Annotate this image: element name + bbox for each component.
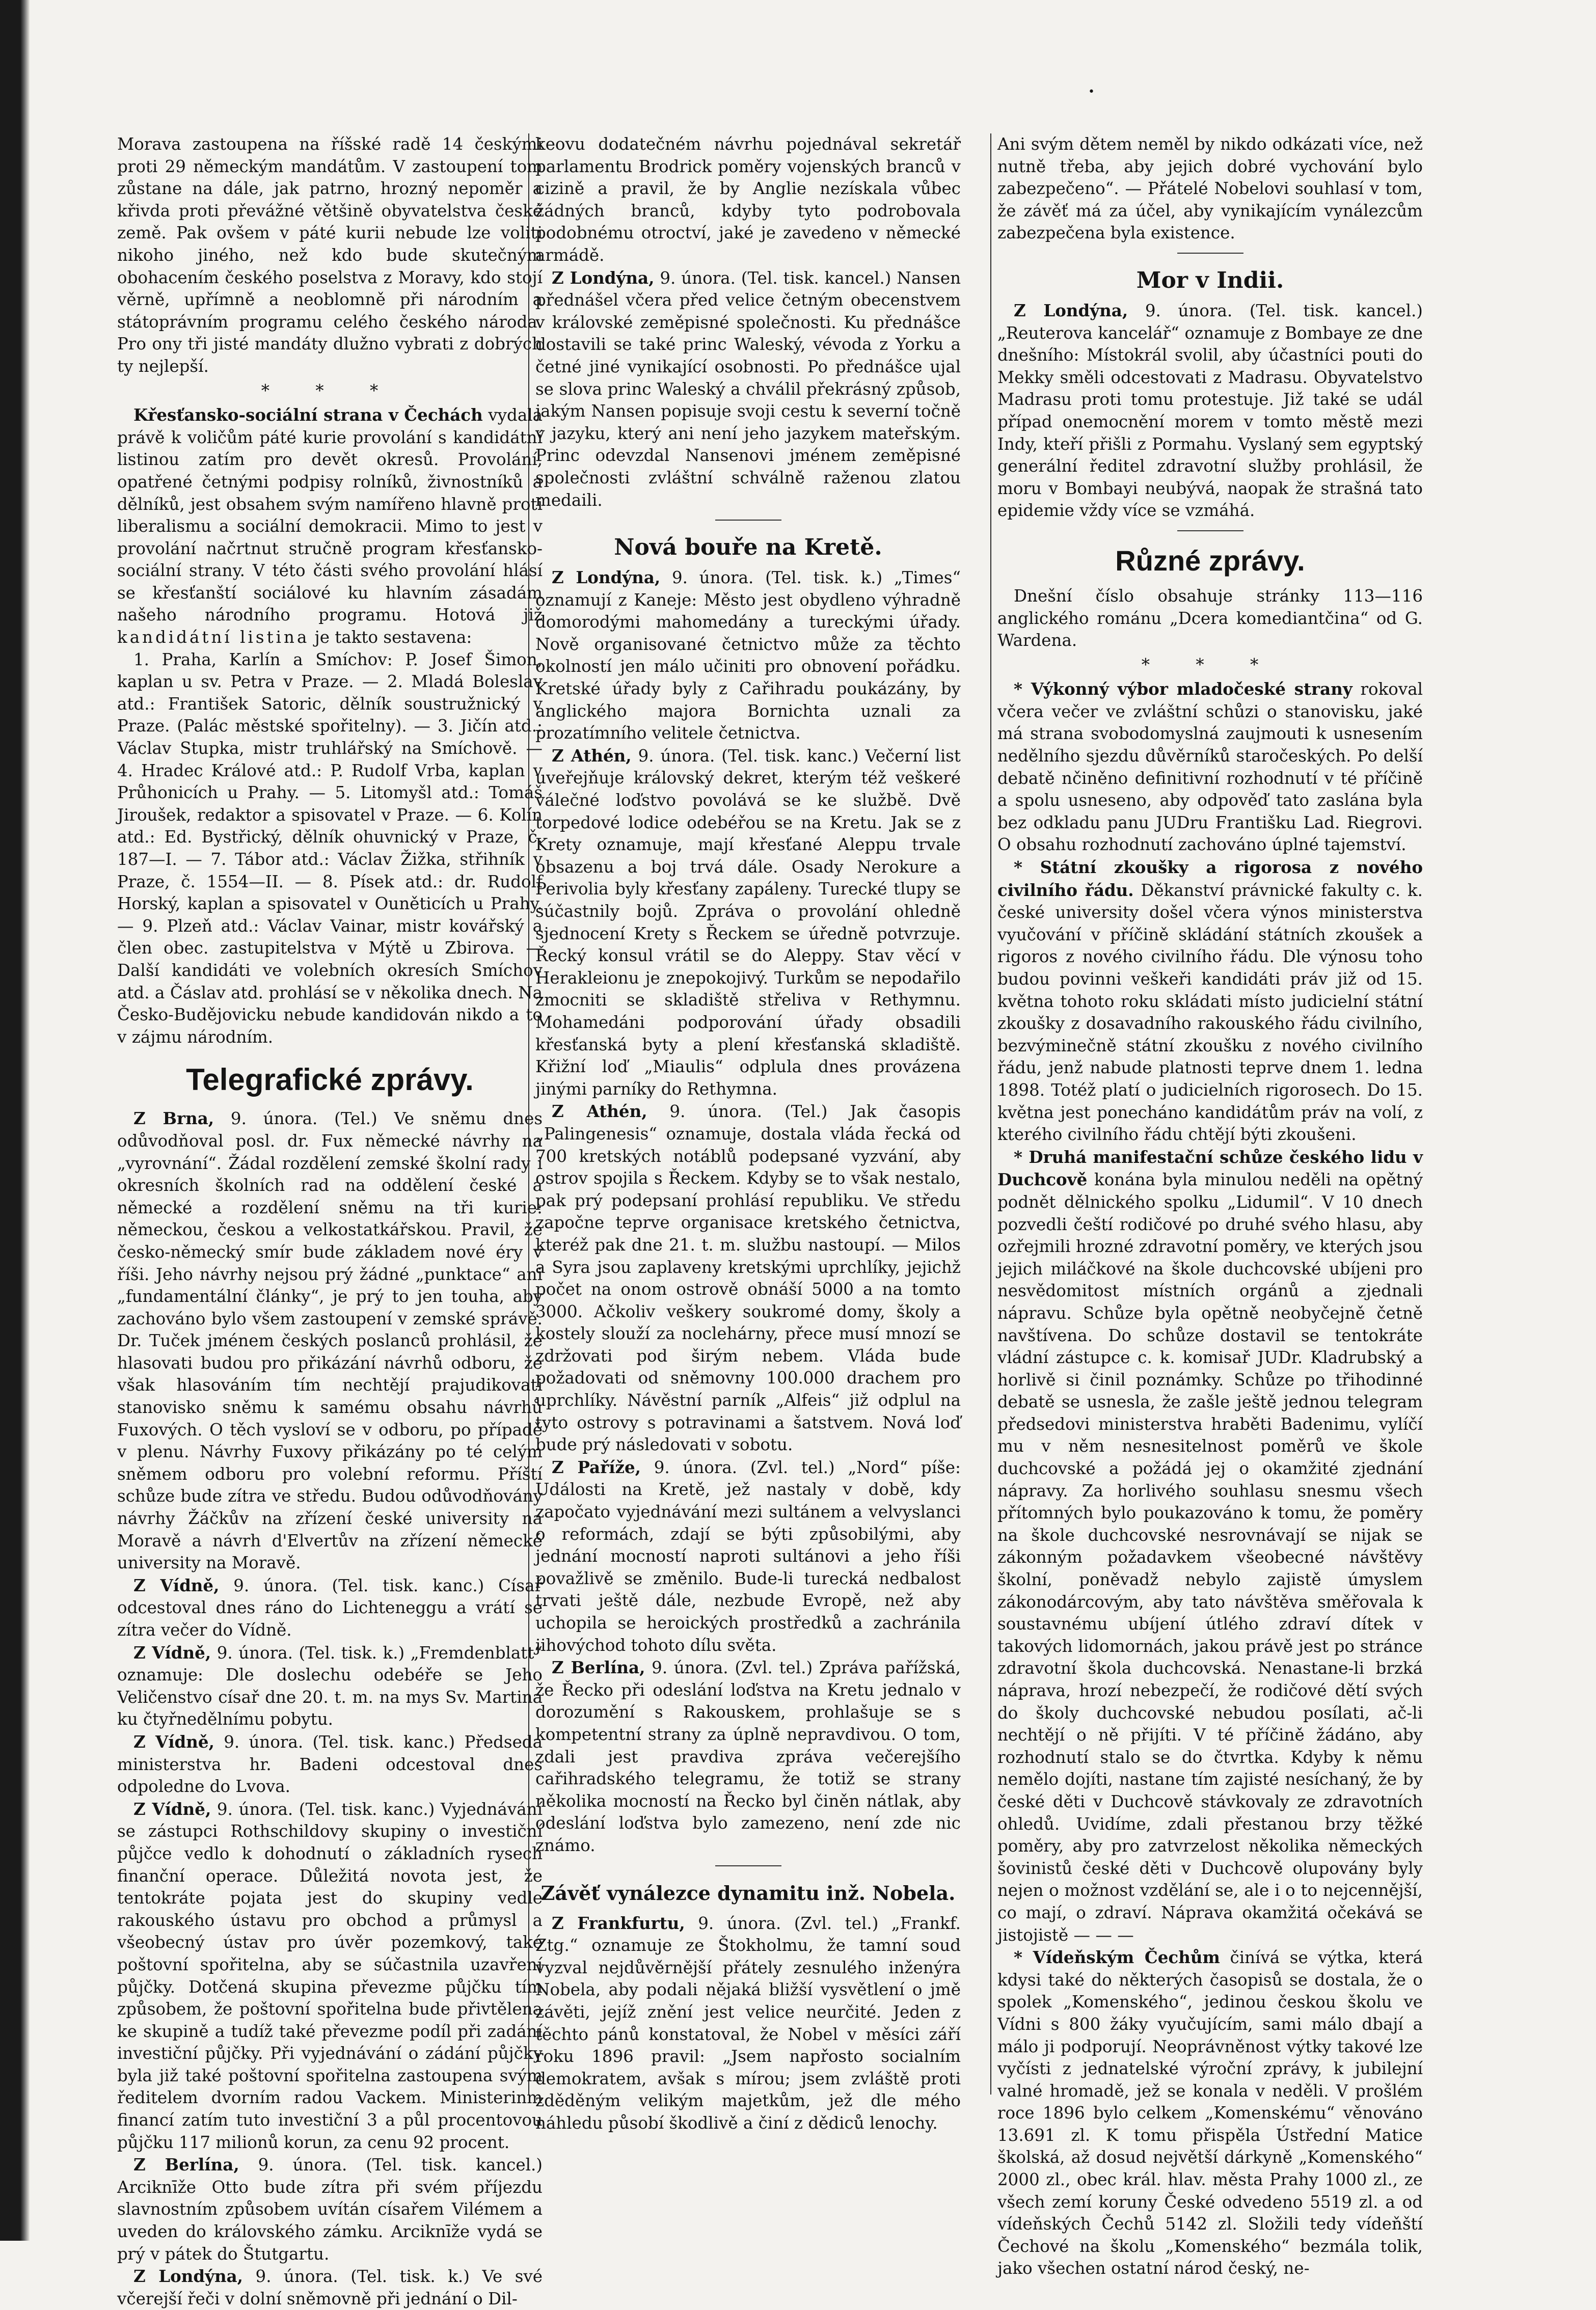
column-rule-2 xyxy=(990,133,991,2095)
section-heading: Různé zprávy. xyxy=(1115,544,1305,577)
news-item: Z Brna, 9. února. (Tel.) Ve sněmu dnes odůvodňoval posl. dr. Fux německé návrhy na „vyrovnání“. Žádal rozdělení zemské školní rady i okresních školních rad na oddělení české a německé a rozdělení sněmu na tři kurie: německou, českou a velkostatkářskou. Pravil, že česko-německý smír bude základem nové éry v říši. Jeho návrhy nejsou prý žádné „punktace“ ani „fundamentální články“, je prý to jen touha, aby zachováno bylo všem zastoupení v zemské správě. Dr. Tuček jménem českých poslanců prohlásil, že hlasovati budou pro přikázání návrhů odboru, že však hlasováním tím nechtějí prajudikovati stanovisko sněmu k samému obsahu návrhů Fuxových. O těch vysloví se v odboru, po případě v plenu. Návrhy Fuxovy přikázány po té celým sněmem odboru pro volební reformu. Příští schůze bude zítra ve středu. Budou odůvodňovány návrhy Žáčkův na zřízení české university na Moravě a návrh d'Elvertův na zřízení německé university na Moravě. xyxy=(117,1108,543,1573)
separator-rule xyxy=(1177,530,1243,531)
section-heading: Závěť vynálezce dynamitu inž. Nobela. xyxy=(540,1881,956,1905)
column-2 xyxy=(535,133,961,2134)
section-heading: Nová bouře na Kretě. xyxy=(614,534,882,561)
news-item: Z Athén, 9. února. (Tel.) Jak časopis „Palingenesis“ oznamuje, dostala vláda řecká od 700 kretských notáblů podepsané vyzvání, aby ostrov spojila s Řeckem. Kdyby se to však nestalo, pak prý podepsaní prohlásí republiku. Ve středu započne teprve organisace kretského četnictva, kteréž pak dne 21. t. m. službu nastoupí. — Milos a Syra jsou zaplaveny kretskými uprchlíky, jejichž počet na onom ostrově obnáší 5000 a na tomto 3000. Ačkoliv veškery soukromé domy, školy a kostely slouží za noclehárny, přece musí mnozí se zdržovati pod širým nebem. Vláda bude požadovati od sněmovny 100.000 drachem pro uprchlíky. Návěstní parník „Alfeis“ již odplul na tyto ostrovy s potravinami a šatstvem. Nová loď bude prý následovati v sobotu. xyxy=(535,1101,961,1455)
news-item: Z Vídně, 9. února. (Tel. tisk. kanc.) Předseda ministerstva hr. Badeni odcestoval dnes odpoledne do Lvova. xyxy=(117,1731,543,1797)
news-item: Z Frankfurtu, 9. února. (Zvl. tel.) „Frankf. Ztg.“ oznamuje ze Štokholmu, že tamní soud vyzval nejdůvěrnější přátely zesnulého inženýra Nobela, aby podali nějaká bližší vysvětlení o jmě závěti, jejíž znění jest velice neurčité. Jeden z těchto pánů konstatoval, že Nobel v měsíci září roku 1896 pravil: „Jsem napřosto socialním demokratem, avšak s mírou; jsem zvláště proti zděděným velikým majetkům, jež dle mého náhledu působí škodlivě a činí z dědiců lenochy. xyxy=(535,1913,961,2133)
news-item: Z Vídně, 9. února. (Tel. tisk. kanc.) Císař odcestoval dnes ráno do Lichteneggu a vrátí se zítra večer do Vídně. xyxy=(117,1575,543,1640)
lead: Křesťansko-sociální strana v Čechách xyxy=(133,405,483,425)
paragraph: Morava zastoupena na říšské radě 14 českými proti 29 německým mandátům. V zastoupení tom zůstane na dále, jak patrno, hrozný nepoměr a křivda proti převážné většině obyvatelstva české země. Pak ovšem v páté kurii nebude lze voliti nikoho jiného, než kdo bude skutečným obohacením českého poselstva z Moravy, kdo stojí věrně, upřímně a neoblomně při národním a státoprávním programu celého českého národa. Pro ony tři jisté mandáty dlužno vybrati z dobrých ty nejlepší. xyxy=(117,134,543,376)
news-item: Z Vídně, 9. února. (Tel. tisk. k.) „Fremdenblatt“ oznamuje: Dle doslechu odebéře se Jeho Veličenstvo císař dne 20. t. m. na mys Sv. Martina ku čtyřnedělnímu pobytu. xyxy=(117,1642,543,1729)
news-item: Z Londýna, 9. února. (Tel. tisk. kancel.) Nansen přednášel včera před velice četným obecenstvem v královské zeměpisné společnosti. Ku přednášce dostavili se také princ Waleský, vévoda z Yorku a četné jiné vynikající osobnosti. Po přednášce ujal se slova princ Waleský a chválil překrásný způsob, jakým Nansen popisuje svoji cestu k severní točně v jazyku, který ani není jeho jazykem mateřským. Princ odevzdal Nansenovi jménem zeměpisné společnosti zvláštní schválně raženou zlatou medaili. xyxy=(535,267,961,510)
news-item: Z Berlína, 9. února. (Zvl. tel.) Zpráva pařížská, že Řecko při odeslání loďstva na Kretu jednalo v dorozumění s Rakouskem, prohlašuje se s kompetentní strany za úplně nepravdivou. O tom, zdali jest pravdiva zpráva večerejšího cařihradského telegramu, že totiž se strany několika mocností na Řecko byl činěn nátlak, aby odeslání loďstva bylo zamezeno, není zde nic známo. xyxy=(535,1657,961,1855)
paragraph: keovu dodatečném návrhu pojednával sekretář parlamentu Brodrick poměry vojenských branců v cizině a pravil, že by Anglie nezískala vůbec žádných branců, kdyby tyto podrobovala podobnému otroctví, jaké je zavedeno v německé armádě. xyxy=(535,134,961,265)
separator-rule xyxy=(1177,253,1243,254)
paragraph: Dnešní číslo obsahuje stránky 113—116 anglického románu „Dcera komediantčina“ od G. Wardena. xyxy=(997,586,1423,650)
paragraph: Křesťansko-sociální strana v Čechách vydala právě k voličům páté kurie provolání s kandidátní listinou zatím pro devět okresů. Provolání, opatřené četnými podpisy rolníků, živnostníků a dělníků, jest obsahem svým namířeno hlavně proti liberalismu a sociální demokracii. Mimo to jest v provolání načrtnut stručně program křesťansko-sociální strany. V této části svého provolání hlásí se křesťanští sociálové ku hlavním zásadám našeho národního programu. Hotová již kandidátní listina je takto sestavena: xyxy=(117,405,543,647)
news-item: Z Londýna, 9. února. (Tel. tisk. k.) Ve své včerejší řeči v dolní sněmovně při jednání o Dil- xyxy=(117,2266,543,2308)
news-item: Z Berlína, 9. února. (Tel. tisk. kancel.) Arciknīže Otto bude zítra při svém příjezdu slavnostním způsobem uvítán císařem Vilémem a uveden do královského zámku. Arciknīže vydá se prý v pátek do Štutgartu. xyxy=(117,2155,543,2264)
news-item: Z Athén, 9. února. (Tel. tisk. kanc.) Večerní list uveřejňuje královský dekret, kterým též veškeré válečné loďstvo povolává se ke službě. Dvě torpedové lodice odebéřou se na Kretu. Jak se z Krety oznamuje, mají křesťané Aleppu trvale obsazenu a boj trvá dále. Osady Nerokure a Perivolia byly křesťany zapáleny. Turecké tlupy se súčastnily bojů. Zpráva o provolání ohledně sjednocení Krety s Řeckem se úředně potvrzuje. Řecký konsul vrátil se do Aleppy. Stav věcí v Herakleionu je znepokojivý. Turkům se nepodařilo zmocniti se skladiště střeliva v Rethymnu. Mohamedáni podporování úřady obsadili křesťanská byty a plení křesťanská skladiště. Křižní loď „Miaulis“ odplula dnes provázena jinými parníky do Rethymna. xyxy=(535,745,961,1099)
news-item: Z Londýna, 9. února. (Tel. tisk. k.) „Times“ oznamují z Kaneje: Město jest obydleno výhradně domorodými mahomedány a tureckými úřady. Nově organisované četnictvo může za těchto okolností jen málo učiniti pro obnovení pořádku. Kretské úřady byly z Cařihradu poukázány, by anglického majora Bornichta uznali za prozatímního velitele četnictva. xyxy=(535,567,961,743)
page-marker: • xyxy=(1088,86,1095,98)
paragraph: 1. Praha, Karlín a Smíchov: P. Josef Šimon, kaplan u sv. Petra v Praze. — 2. Mladá Boleslav atd.: František Satoric, dělník soustružnický v Praze. (Palác městské spořitelny). — 3. Jičín atd.: Václav Stupka, mistr truhlářský na Smíchově. — 4. Hradec Králové atd.: P. Rudolf Vrba, kaplan v Průhonicích u Prahy. — 5. Litomyšl atd.: Tomáš Jiroušek, redaktor a spisovatel v Praze. — 6. Kolín atd.: Ed. Bystřický, dělník ohuvnický v Praze, č. 187—I. — 7. Tábor atd.: Václav Žižka, střihník v Praze, č. 1554—II. — 8. Písek atd.: dr. Rudolf Horský, kaplan a spisovatel v Ouněticích u Prahy. — 9. Plzeň atd.: Václav Vainar, mistr kovářský a člen obec. zastupitelstva v Mýtě u Zbirova. — Další kandidáti ve volebních okresích Smíchov atd. a Čáslav atd. prohlásí se v několika dnech. Na Česko-Budějovicku nebude kandidován nikdo a to v zájmu národním. xyxy=(117,649,543,1047)
news-item: * Státní zkoušky a rigorosa z nového civilního řádu. Děkanství právnické fakulty c. k. české university došel včera výnos ministerstva vyučování v příčině skládání státních zkoušek a rigoros z nového civilního řádu. Dle výnosu toho budou povinni veškeři kandidáti práv již od 15. května tohoto roku skládati místo judicielní státní zkoušky z dosavadního rakouského řádu civilního, bezvýminečně státní zkoušku z nového civilního řádu, jenž nabude platnosti teprve dnem 1. ledna 1898. Totéž platí o judicielních rigorosech. Do 15. května jest ponecháno kandidátům práv na volí, z kterého civilního řádu chtějí býti zkoušeni. xyxy=(997,857,1423,1145)
news-item: * Výkonný výbor mladočeské strany rokoval včera večer ve zvláštní schůzi o stanovisku, jaké má strana svobodomyslná zaujmouti k usnesením nedělního sjezdu důvěrníků staročeských. Po delší debatě nčiněno definitivní rozhodnutí v té příčině a spolu usneseno, aby odpověď tato zaslána byla bez odkladu panu JUDru Františku Lad. Riegrovi. O obsahu rozhodnutí zachováno úplné tajemství. xyxy=(997,679,1423,855)
separator-rule xyxy=(715,520,781,521)
scan-binding-edge xyxy=(0,0,30,2241)
news-item: Z Vídně, 9. února. (Tel. tisk. kanc.) Vyjednávání se zástupci Rothschildovy skupiny o investiční půjčce vedlo k dohodnutí o základních rysech finanční operace. Důležitá novota jest, že tentokráte pojata jest do skupiny vedle rakouského ústavu pro obchod a průmysl a všeobecný ústav pro úvěr pozemkový, také poštovní spořitelna, aby se súčastnila uzavření půjčky. Dotčená skupina převezme půjčku tím způsobem, že poštovní spořitelna bude přivtělena ke skupině a tudíž také převezme podíl při zadání investiční půjčky. Při vyjednávání o zádání půjčky byla již také poštovní spořitelna zastoupena svým ředitelem dvorním radou Vackem. Ministerinm financí zatím tuto investiční 3 a půl procentovou půjčku 117 milionů korun, za cenu 92 procent. xyxy=(117,1799,543,2152)
column-1 xyxy=(117,133,543,2310)
separator-stars: * * * xyxy=(261,381,399,400)
news-item: Z Londýna, 9. února. (Tel. tisk. kancel.) „Reuterova kancelář“ oznamuje z Bombaye ze dne dnešního: Místokrál svolil, aby účastníci pouti do Mekky směli odcestovati z Madrasu. Obyvatelstvo Madrasu proti tomu protestuje. Již také se udál případ onemocnění morem v tomto městě mezi Indy, kteří přišli z Pormahu. Vyslaný sem egyptský generální ředitel zdravotní služby prohlásil, že moru v Bombayi neubývá, naopak že strašná tato epidemie vždy více se vzmáhá. xyxy=(997,300,1423,521)
paragraph: Ani svým dětem neměl by nikdo odkázati více, než nutně třeba, aby jejich dobré vychování bylo zabezpečeno“. — Přátelé Nobelovi souhlasí v tom, že závěť má za účel, aby vynikajícím vynálezcům zabezpečena byla existence. xyxy=(997,134,1423,243)
news-item: Z Paříže, 9. února. (Zvl. tel.) „Nord“ píše: Události na Kretě, jež nastaly v době, kdy započato vyjednávání mezi sultánem a velvyslanci o reformách, zdají se býti způsobilými, aby jednání mocností naproti sultánovi a jeho říši považlivě se změnilo. Bude-li turecká nedbalost trvati ještě dále, nezbude Evropě, než aby uchopila se heroických prostředků a zachránila jihovýchod tohoto dílu světa. xyxy=(535,1457,961,1655)
section-heading: Telegrafické zprávy. xyxy=(186,1063,474,1097)
news-item: * Vídeňským Čechům činívá se výtka, která kdysi také do některých časopisů se dostala, že o spolek „Komenského“, jedinou českou školu ve Vídni s 800 žáky vyučujícím, sami málo dbají a málo ji podporují. Neoprávněnost výtky takové lze vyčísti z jednatelské výroční zprávy, k jubilejní valné hromadě, jež se konala v neděli. V prošlém roce 1896 bylo celkem „Komenskému“ věnováno 13.691 zl. K tomu přispěla Ústřední Matice školská, až dosud největší dárkyně „Komenského“ 2000 zl., obec král. hlav. města Prahy 1000 zl., ze všech zemí koruny České odvedeno 5519 zl. a od vídeňských Čechů 5142 zl. Složili tedy vídeňští Čechové na školu „Komenského“ bezmála tolik, jako všechen ostatní národ český, ne- xyxy=(997,1947,1423,2278)
separator-stars: * * * xyxy=(1141,655,1279,674)
section-heading: Mor v Indii. xyxy=(1136,267,1284,293)
news-item: * Druhá manifestační schůze českého lidu v Duchcově konána byla minulou neděli na opětný podnět dělnického spolku „Lidumil“. V 10 dnech pozvedli čeští rodičové po druhé svého hlasu, aby ozřejmili hrozné zdravotní poměry, ve kterých jsou jejich miláčkové na škole duchcovské ubíjeni pro nesvědomitost místních orgánů a zjednali nápravu. Schůze byla opětně neobyčejně četně navštívena. Do schůze dostavil se tentokráte vládní zástupce c. k. komisař JUDr. Kladrubský a horlivě si činil poznámky. Schůze po třihodinné debatě se usnesla, že zašle ještě jednou telegram předsedovi ministerstva hraběti Badenimu, vylíčí mu v něm nesnesitelnost poměrů ve škole duchcovské a požádá jej o okamžité zjednání nápravy. Za horlivého souhlasu snesmu všech přítomných bylo poukazováno k tomu, že poměry na škole duchcovské nesrovnávají se nijak se zákonným požadavkem všeobecné návštěvy školní, poněvadž nebylo zajistě úmyslem zákonodárcovým, aby tato návštěva směřovala k soustavnému ubíjení útlého zdraví dítek v takových lidomornách, jakou právě jest po stránce zdravotní škola duchcovská. Nenastane-li brzká náprava, hrozí nebezpečí, že rodičové dětí svých do školy duchcovské nebudou posílati, ač-li nechtějí o ně přijíti. V té příčině žádáno, aby rozhodnutí stalo se do čtvrtka. Kdyby k němu nemělo dojíti, nastane tím zajisté nesíchaný, že by české děti v Duchcově stávkovaly ze zdravotních ohledů. Uvidíme, zdali přestanou brzy těžké poměry, aby pro zatvrzelost několika německých šovinistů české děti v Duchcově olupovány byly nejen o možnost vzdělání se, ale i o to nejcennější, co mají, o zdraví. Náprava okamžitá očekává se jistojistě — — — xyxy=(997,1147,1423,1945)
column-3 xyxy=(997,133,1423,2280)
separator-rule xyxy=(715,1865,781,1866)
